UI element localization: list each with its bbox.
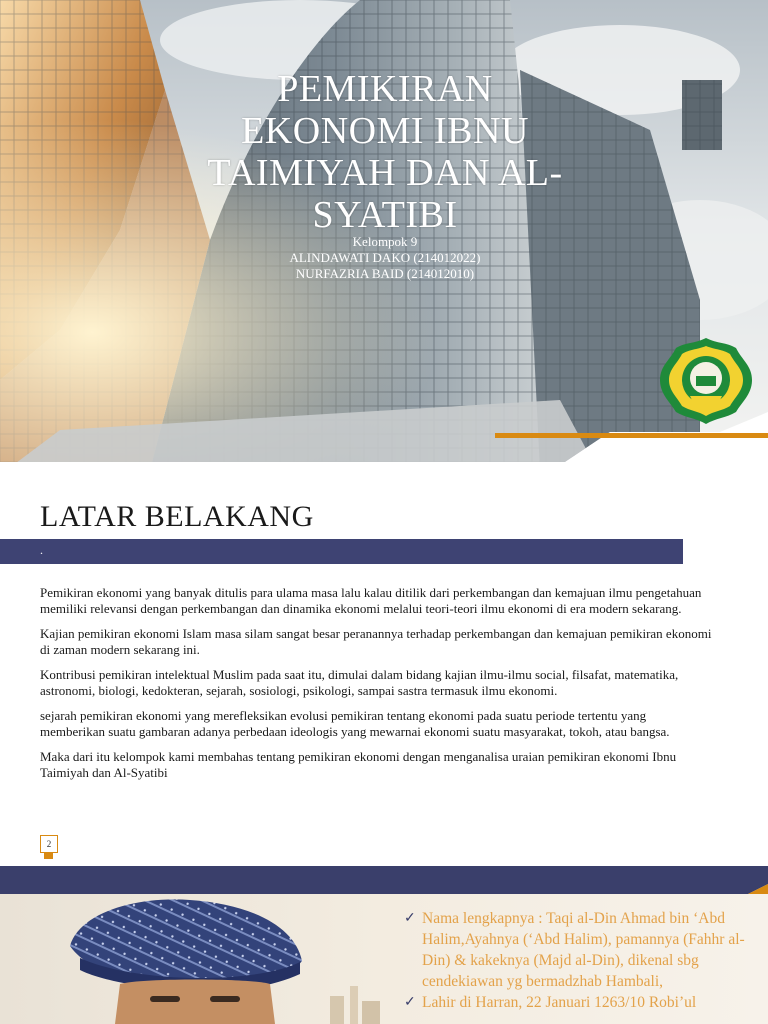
biography-slide bbox=[0, 866, 768, 1024]
paragraph: sejarah pemikiran ekonomi yang merefleksikan evolusi pemikiran tentang ekonomi pada suatu periode tertentu yang memberikan suatu gambaran adanya perbedaan ideologis yang mewarnai ekonomi suatu masyarakat, tokoh, atau bangsa. bbox=[40, 708, 670, 739]
page-number: 2 bbox=[40, 835, 58, 853]
member-2: NURFAZRIA BAID (214012010) bbox=[295, 266, 475, 281]
background-slide bbox=[0, 478, 768, 866]
heading-bar-text: . bbox=[40, 543, 43, 557]
paragraph: Maka dari itu kelompok kami membahas tentang pemikiran ekonomi dengan menganalisa uraian pemikiran ekonomi Ibnu Taimiyah dan Al-Syatibi bbox=[40, 749, 677, 780]
list-item bbox=[404, 992, 749, 1013]
heading-bar bbox=[0, 539, 683, 564]
list-item bbox=[404, 908, 749, 992]
paragraph: Pemikiran ekonomi yang banyak ditulis para ulama masa lalu kalau ditilik dari perkembangan dan kemajuan ilmu pengetahuan memiliki relevansi dengan perkembangan dan dinamika ekonomi melalui teori-teori ilmu ekonomi di era modern sekarang. bbox=[40, 585, 702, 616]
university-logo bbox=[656, 334, 756, 426]
slide-heading: LATAR BELAKANG bbox=[40, 500, 314, 533]
biography-list bbox=[404, 908, 749, 1013]
list-item-text: Lahir di Harran, 22 Januari 1263/10 Robi’ul bbox=[422, 994, 697, 1011]
accent-line bbox=[495, 433, 768, 438]
slide-body bbox=[40, 585, 712, 790]
paragraph: Kajian pemikiran ekonomi Islam masa silam sangat besar peranannya terhadap perkembangan dan kemajuan pemikiran ekonomi di zaman modern sekarang ini. bbox=[40, 626, 712, 657]
presentation-title: PEMIKIRAN EKONOMI IBNU TAIMIYAH DAN AL-SYATIBI bbox=[207, 68, 563, 236]
title-block bbox=[200, 68, 570, 284]
group-label: Kelompok 9 bbox=[352, 234, 418, 249]
list-item-text: Nama lengkapnya : Taqi al-Din Ahmad bin ‘Abd Halim,Ayahnya (‘Abd Halim), pamannya (Fahhr al-Din) & kakeknya (Majd al-Din), dikenal sbg cendekiawan yg bermadzhab Hambali, bbox=[422, 910, 745, 990]
paragraph: Kontribusi pemikiran intelektual Muslim pada saat itu, dimulai dalam bidang kajian ilmu-ilmu social, filsafat, matematika, astronomi, biologi, kedokteran, sejarah, sosiologi, psikologi, sampai sastra termasuk ilmu ekonomi. bbox=[40, 667, 679, 698]
member-1: ALINDAWATI DAKO (214012022) bbox=[289, 250, 481, 265]
check-icon: ✓ bbox=[404, 911, 416, 926]
check-icon: ✓ bbox=[404, 995, 416, 1010]
title-slide bbox=[0, 0, 768, 475]
